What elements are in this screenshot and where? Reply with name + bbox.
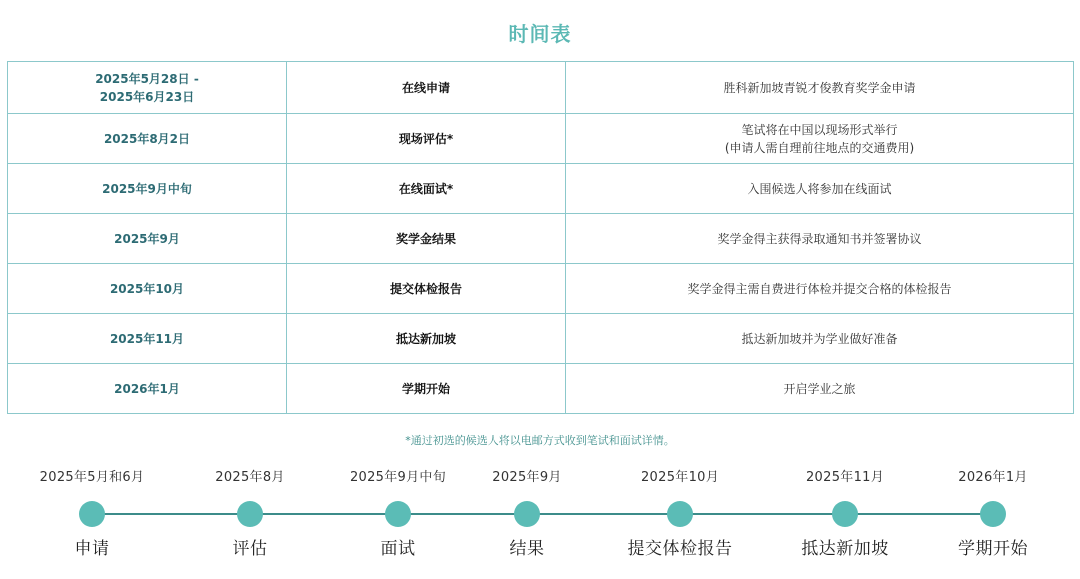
timeline-date: 2025年5月和6月	[39, 470, 145, 485]
event-cell: 学期开始	[287, 364, 566, 414]
timeline-dot	[79, 501, 105, 527]
event-cell: 抵达新加坡	[287, 314, 566, 364]
timeline-dot	[237, 501, 263, 527]
description-text-line2: (申请人需自理前往地点的交通费用)	[724, 140, 915, 155]
timeline-node-application	[22, 468, 162, 559]
timeline-dot	[667, 501, 693, 527]
event-cell: 现场评估*	[287, 114, 566, 164]
date-cell: 2025年11月	[8, 314, 287, 364]
timeline-node-arrival	[775, 468, 915, 559]
event-cell: 在线面试*	[287, 164, 566, 214]
description-cell: 胜科新加坡青锐才俊教育奖学金申请	[566, 62, 1074, 114]
schedule-table	[7, 61, 1074, 414]
timeline-label: 结果	[509, 539, 545, 559]
timeline-date: 2025年11月	[805, 470, 885, 485]
timeline-label: 评估	[232, 539, 268, 559]
description-cell: 抵达新加坡并为学业做好准备	[566, 314, 1074, 364]
date-text-line2: 2025年6月23日	[99, 89, 195, 104]
timeline-dot	[832, 501, 858, 527]
table-row	[8, 164, 1074, 214]
event-cell: 提交体检报告	[287, 264, 566, 314]
table-row	[8, 264, 1074, 314]
description-cell: 奖学金得主获得录取通知书并签署协议	[566, 214, 1074, 264]
timeline-node-interview	[328, 468, 468, 559]
timeline-node-assessment	[180, 468, 320, 559]
description-cell	[566, 114, 1074, 164]
timeline-dot	[980, 501, 1006, 527]
date-cell	[8, 62, 287, 114]
table-row	[8, 62, 1074, 114]
timeline-node-term-start	[923, 468, 1063, 559]
timeline-label: 申请	[74, 539, 110, 559]
date-cell: 2025年9月	[8, 214, 287, 264]
timeline-label: 提交体检报告	[627, 539, 733, 559]
timeline-date: 2025年8月	[215, 470, 285, 485]
date-cell: 2025年8月2日	[8, 114, 287, 164]
table-row	[8, 214, 1074, 264]
timeline-node-result	[457, 468, 597, 559]
description-text: 笔试将在中国以现场形式举行	[741, 122, 898, 137]
date-cell: 2025年9月中旬	[8, 164, 287, 214]
timeline-node-medical-report	[610, 468, 750, 559]
date-text: 2025年5月28日 -	[95, 71, 199, 86]
table-row	[8, 114, 1074, 164]
description-cell: 奖学金得主需自费进行体检并提交合格的体检报告	[566, 264, 1074, 314]
description-cell: 开启学业之旅	[566, 364, 1074, 414]
timeline-label: 面试	[380, 539, 416, 559]
timeline-dot	[385, 501, 411, 527]
table-row	[8, 314, 1074, 364]
timeline-date: 2026年1月	[958, 470, 1028, 485]
timeline-label: 学期开始	[958, 539, 1028, 559]
timeline-date: 2025年9月	[492, 470, 562, 485]
timeline-date: 2025年9月中旬	[349, 470, 447, 485]
date-cell: 2025年10月	[8, 264, 287, 314]
timeline-date: 2025年10月	[640, 470, 720, 485]
date-cell: 2026年1月	[8, 364, 287, 414]
page-title: 时间表	[508, 22, 572, 46]
timeline-label: 抵达新加坡	[801, 539, 889, 559]
event-cell: 在线申请	[287, 62, 566, 114]
timeline	[0, 468, 1080, 573]
timeline-dot	[514, 501, 540, 527]
event-cell: 奖学金结果	[287, 214, 566, 264]
description-cell: 入围候选人将参加在线面试	[566, 164, 1074, 214]
footnote: *通过初选的候选人将以电邮方式收到笔试和面试详情。	[405, 434, 675, 447]
table-row	[8, 364, 1074, 414]
